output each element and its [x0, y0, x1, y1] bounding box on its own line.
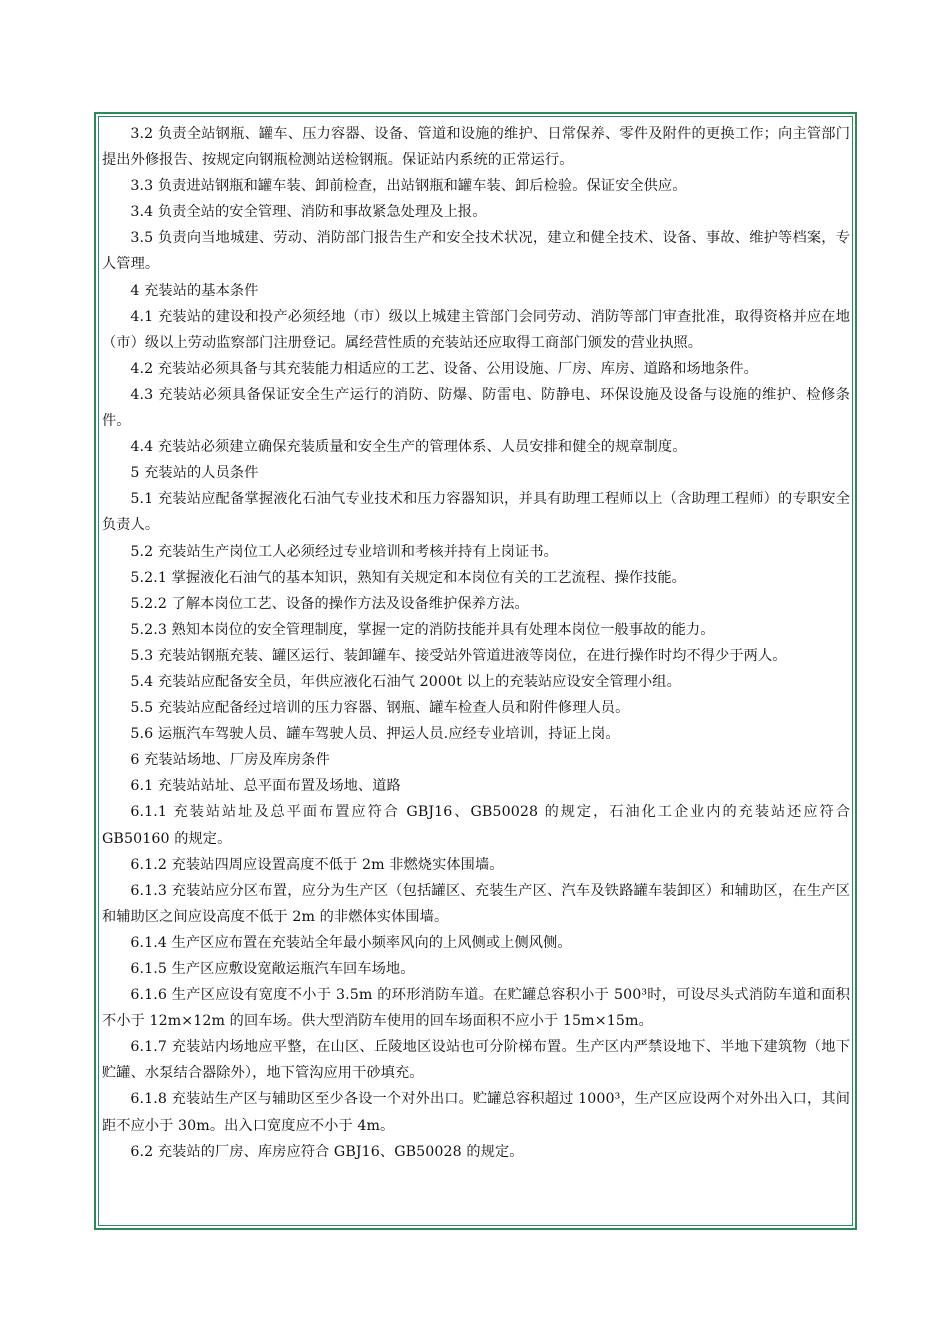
para-3-4: 3.4 负责全站的安全管理、消防和事故紧急处理及上报。 — [130, 204, 487, 221]
para-6-1-6: 6.1.6 生产区应设有宽度不小于 3.5m 的环形消防车道。在贮罐总容积小于 500³时，可设尽头式消防车道和面积不小于 12m×12m 的回车场。供大型消防车使用的回车场面积不应小于 15m×15m。 — [102, 987, 850, 1030]
para-6-1-3: 6.1.3 充装站应分区布置，应分为生产区（包括罐区、充装生产区、汽车及铁路罐车装卸区）和辅助区，在生产区和辅助区之间应设高度不低于 2m 的非燃体实体围墙。 — [102, 882, 850, 925]
para-3-2: 3.2 负责全站钢瓶、罐车、压力容器、设备、管道和设施的维护、日常保养、零件及附件的更换工作；向主管部门提出外修报告、按规定向钢瓶检测站送检钢瓶。保证站内系统的正常运行。 — [102, 126, 850, 169]
para-4-4: 4.4 充装站必须建立确保充装质量和安全生产的管理体系、人员安排和健全的规章制度。 — [130, 439, 687, 456]
para-5-3: 5.3 充装站钢瓶充装、罐区运行、装卸罐车、接受站外管道进液等岗位，在进行操作时均不得少于两人。 — [130, 647, 787, 664]
heading-4: 4 充装站的基本条件 — [130, 282, 259, 299]
para-6-1-2: 6.1.2 充装站四周应设置高度不低于 2m 非燃烧实体围墙。 — [130, 856, 504, 873]
para-6-1-5: 6.1.5 生产区应敷设宽敞运瓶汽车回车场地。 — [130, 961, 415, 977]
para-5-6: 5.6 运瓶汽车驾驶人员、罐车驾驶人员、押运人员.应经专业培训，持证上岗。 — [130, 726, 620, 743]
document-body — [102, 121, 850, 1165]
heading-5: 5 充装站的人员条件 — [130, 465, 259, 482]
para-4-1: 4.1 充装站的建设和投产必须经地（市）级以上城建主管部门会同劳动、消防等部门审查批准，取得资格并应在地（市）级以上劳动监察部门注册登记。属经营性质的充装站还应取得工商部门颁发的营业执照。 — [102, 308, 850, 351]
para-5-2: 5.2 充装站生产岗位工人必须经过专业培训和考核并持有上岗证书。 — [130, 543, 558, 560]
para-3-3: 3.3 负责进站钢瓶和罐车装、卸前检查，出站钢瓶和罐车装、卸后检验。保证安全供应。 — [130, 178, 687, 195]
para-6-2: 6.2 充装站的厂房、库房应符合 GBJ16、GB50028 的规定。 — [130, 1143, 524, 1160]
para-3-5: 3.5 负责向当地城建、劳动、消防部门报告生产和安全技术状况，建立和健全技术、设备、事故、维护等档案，专人管理。 — [102, 230, 850, 273]
para-5-2-2: 5.2.2 了解本岗位工艺、设备的操作方法及设备维护保养方法。 — [130, 595, 529, 612]
heading-6-1: 6.1 充装站站址、总平面布置及场地、道路 — [130, 778, 401, 795]
heading-6: 6 充装站场地、厂房及库房条件 — [130, 752, 330, 769]
para-5-2-1: 5.2.1 掌握液化石油气的基本知识，熟知有关规定和本岗位有关的工艺流程、操作技能。 — [130, 569, 686, 586]
para-5-5: 5.5 充装站应配备经过培训的压力容器、钢瓶、罐车检查人员和附件修理人员。 — [130, 700, 630, 717]
para-5-2-3: 5.2.3 熟知本岗位的安全管理制度，掌握一定的消防技能并具有处理本岗位一般事故的能力。 — [130, 621, 715, 638]
para-6-1-1: 6.1.1 充装站站址及总平面布置应符合 GBJ16、GB50028 的规定，石油化工企业内的充装站还应符合 GB50160 的规定。 — [102, 804, 850, 847]
para-4-3: 4.3 充装站必须具备保证安全生产运行的消防、防爆、防雷电、防静电、环保设施及设备与设施的维护、检修条件。 — [102, 386, 850, 430]
para-6-1-4: 6.1.4 生产区应布置在充装站全年最小频率风向的上风侧或上侧风侧。 — [130, 934, 572, 951]
para-4-2: 4.2 充装站必须具备与其充装能力相适应的工艺、设备、公用设施、厂房、库房、道路和场地条件。 — [130, 360, 758, 377]
para-5-4: 5.4 充装站应配备安全员，年供应液化石油气 2000t 以上的充装站应设安全管理小组。 — [130, 673, 681, 690]
para-6-1-8: 6.1.8 充装站生产区与辅助区至少各设一个对外出口。贮罐总容积超过 1000³，生产区应设两个对外出入口，其间距不应小于 30m。出入口宽度应不小于 4m。 — [102, 1091, 850, 1134]
para-5-1: 5.1 充装站应配备掌握液化石油气专业技术和压力容器知识，并具有助理工程师以上（含助理工程师）的专职安全负责人。 — [102, 491, 850, 534]
para-6-1-7: 6.1.7 充装站内场地应平整，在山区、丘陵地区设站也可分阶梯布置。生产区内严禁设地下、半地下建筑物（地下贮罐、水泵结合器除外），地下管沟应用干砂填充。 — [102, 1039, 850, 1082]
